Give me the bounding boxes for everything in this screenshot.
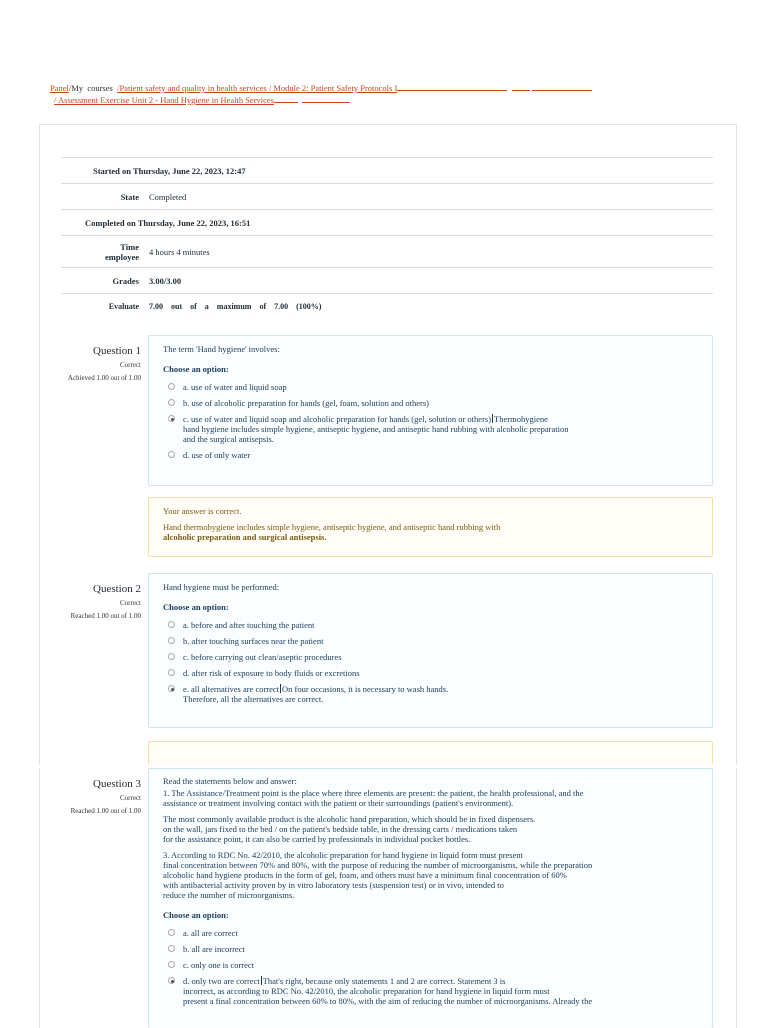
statement-line: final concentration between 70% and 80%, with the purpose of reducing the number of microorganisms, while the preparation — [163, 860, 593, 870]
choose-option-prompt: Choose an option: — [163, 910, 229, 920]
option-label — [183, 976, 592, 1006]
evaluate-value: 7.00 out of a maximum of 7.00 (100%) — [149, 302, 322, 311]
option-feedback: hand hygiene includes simple hygiene, antiseptic hygiene, and antiseptic hand rubbing with alcoholic preparation — [183, 424, 569, 434]
completed-text: Completed on Thursday, June 22, 2023, 16:51 — [85, 217, 251, 228]
breadcrumb-blank — [512, 83, 530, 91]
option-d[interactable] — [163, 450, 712, 460]
option-feedback: On four occasions, it is necessary to wash hands. — [282, 684, 449, 694]
statement-line: reduce the number of microorganisms. — [163, 890, 295, 900]
statement-line: on the wall, jars fixed to the bed / on the patient's bedside table, in the dressing carts / medications taken — [163, 824, 518, 834]
breadcrumb-assessment-link[interactable]: / Assessment Exercise Unit 2 - Hand Hygiene in Health Services — [54, 95, 275, 105]
question-score: Reached 1.00 out of 1.00 — [70, 612, 141, 620]
summary-row-state — [61, 183, 713, 209]
question-3-box — [148, 768, 713, 1028]
option-b[interactable] — [163, 636, 712, 646]
radio-button[interactable] — [168, 945, 175, 952]
radio-button[interactable] — [168, 383, 175, 390]
question-1-feedback — [148, 497, 713, 557]
option-c[interactable] — [163, 414, 712, 444]
state-value: Completed — [149, 191, 187, 202]
option-label: b. use of alcoholic preparation for hands (gel, foam, solution and others) — [183, 398, 429, 408]
question-1-info — [61, 345, 141, 382]
option-a[interactable] — [163, 928, 712, 938]
option-label: a. before and after touching the patient — [183, 620, 315, 630]
statement-line: with antibacterial activity proven by in vitro laboratory tests (suspension test) or in vivo, intended to — [163, 880, 504, 890]
radio-button[interactable] — [168, 653, 175, 660]
choose-option-prompt: Choose an option: — [163, 364, 229, 374]
text-cursor — [492, 414, 493, 423]
radio-button[interactable] — [168, 929, 175, 936]
radio-button[interactable] — [168, 961, 175, 968]
time-label-line-2: employee — [105, 251, 139, 262]
radio-button[interactable] — [168, 669, 175, 676]
summary-row-evaluate — [61, 293, 713, 319]
question-2-box — [148, 573, 713, 728]
grades-label: Grades — [112, 275, 139, 286]
question-3-info — [61, 778, 141, 815]
radio-button[interactable] — [168, 637, 175, 644]
option-c[interactable] — [163, 960, 712, 970]
radio-button-checked[interactable] — [168, 977, 175, 984]
option-d[interactable] — [163, 668, 712, 678]
option-label — [183, 414, 568, 444]
statement-line: alcoholic hand hygiene products in the form of gel, foam, and others must have a minimum final concentration of 60% — [163, 870, 567, 880]
choose-option-prompt: Choose an option: — [163, 602, 229, 612]
option-feedback: Therefore, all the alternatives are correct. — [183, 694, 324, 704]
breadcrumb-separator: / — [68, 83, 72, 93]
started-text: Started on Thursday, June 22, 2023, 12:47 — [93, 165, 246, 176]
breadcrumb-module-link[interactable]: / Module 2: Patient Safety Protocols I — [266, 83, 398, 93]
statement-2 — [163, 814, 712, 844]
option-a[interactable] — [163, 620, 712, 630]
feedback-correct: Your answer is correct. — [163, 506, 242, 516]
breadcrumb-panel-link[interactable]: Panel — [50, 83, 69, 93]
attempt-summary-table — [61, 157, 713, 319]
question-text: The term 'Hand hygiene' involves: — [163, 344, 280, 354]
option-c[interactable] — [163, 652, 712, 662]
statement-1 — [163, 788, 712, 808]
question-text: Hand hygiene must be performed: — [163, 582, 280, 592]
option-label: a. use of water and liquid soap — [183, 382, 287, 392]
option-label — [183, 684, 448, 704]
question-status: Correct — [120, 361, 141, 369]
radio-button[interactable] — [168, 621, 175, 628]
option-d[interactable] — [163, 976, 712, 1006]
question-score: Achieved 1.00 out of 1.00 — [67, 374, 141, 382]
option-label: b. all are incorrect — [183, 944, 245, 954]
text-cursor — [261, 976, 262, 985]
radio-button[interactable] — [168, 399, 175, 406]
option-label: b. after touching surfaces near the patient — [183, 636, 324, 646]
breadcrumb-my[interactable]: My — [71, 83, 84, 93]
breadcrumb-blank — [302, 95, 350, 103]
question-score: Reached 1.00 out of 1.00 — [70, 807, 141, 815]
feedback-text: Hand thermohygiene includes simple hygiene, antiseptic hygiene, and antiseptic hand rubbing with — [163, 522, 501, 532]
summary-row-started — [61, 157, 713, 183]
option-b[interactable] — [163, 398, 712, 408]
question-2-feedback — [148, 741, 713, 765]
option-feedback: That's right, because only statements 1 and 2 are correct. Statement 3 is — [262, 976, 506, 986]
option-label: c. before carrying out clean/aseptic procedures — [183, 652, 342, 662]
option-label: c. only one is correct — [183, 960, 255, 970]
text-cursor — [280, 684, 281, 693]
statement-line: assistance or treatment involving contact with the patient or their surroundings (patient's environment). — [163, 798, 514, 808]
option-feedback: present a final concentration between 60% to 80%, with the aim of reducing the number of microorganisms. Already the — [183, 996, 593, 1006]
time-label-line-1: Time — [120, 241, 139, 252]
option-a[interactable] — [163, 382, 712, 392]
statement-line: 1. The Assistance/Treatment point is the place where three elements are present: the patient, the health professional, and the — [163, 788, 584, 798]
radio-button[interactable] — [168, 451, 175, 458]
time-value: 4 hours 4 minutes — [149, 246, 210, 257]
option-label: d. after risk of exposure to body fluids or excretions — [183, 668, 360, 678]
breadcrumb-blank — [397, 83, 507, 91]
option-text: c. use of water and liquid soap and alcoholic preparation for hands (gel, solution or others) — [183, 414, 492, 424]
radio-button-checked[interactable] — [168, 415, 175, 422]
question-title: Question 1 — [93, 345, 141, 357]
question-status: Correct — [120, 794, 141, 802]
breadcrumb — [50, 82, 592, 106]
time-label — [61, 242, 149, 262]
summary-row-grades — [61, 267, 713, 293]
option-text: d. only two are correct — [183, 976, 260, 986]
evaluate-label: Evaluate — [108, 302, 139, 311]
statement-line: 3. According to RDC No. 42/2010, the alcoholic preparation for hand hygiene in liquid form must present — [163, 850, 523, 860]
question-1-box — [148, 335, 713, 486]
question-text: Read the statements below and answer: — [163, 776, 297, 786]
option-text: e. all alternatives are correct — [183, 684, 280, 694]
question-title: Question 2 — [93, 583, 141, 595]
statement-line: for the assistance point, it can also be carried by professionals in individual pocket bottles. — [163, 834, 471, 844]
breadcrumb-blank — [532, 83, 592, 91]
option-label: d. use of only water — [183, 450, 251, 460]
grades-value: 3.00/3.00 — [149, 275, 182, 286]
option-feedback: Thermohygiene — [494, 414, 548, 424]
option-label: a. all are correct — [183, 928, 238, 938]
statement-3 — [163, 850, 712, 900]
statement-line: The most commonly available product is the alcoholic hand preparation, which should be in fixed dispensers. — [163, 814, 536, 824]
question-2-info — [61, 583, 141, 620]
option-e[interactable] — [163, 684, 712, 704]
breadcrumb-blank — [274, 95, 298, 103]
summary-row-time — [61, 235, 713, 267]
breadcrumb-courses[interactable]: courses — [87, 83, 113, 93]
summary-row-completed — [61, 209, 713, 235]
option-feedback: and the surgical antisepsis. — [183, 434, 274, 444]
option-b[interactable] — [163, 944, 712, 954]
question-status: Correct — [120, 599, 141, 607]
question-title: Question 3 — [93, 778, 141, 790]
option-feedback: incorrect, as according to RDC No. 42/2010, the alcoholic preparation for hand hygiene in liquid form must — [183, 986, 550, 996]
feedback-text-bold: alcoholic preparation and surgical antisepsis. — [163, 532, 327, 542]
breadcrumb-course-link[interactable]: /Patient safety and quality in health services — [117, 83, 267, 93]
radio-button-checked[interactable] — [168, 685, 175, 692]
state-label: State — [120, 191, 139, 202]
